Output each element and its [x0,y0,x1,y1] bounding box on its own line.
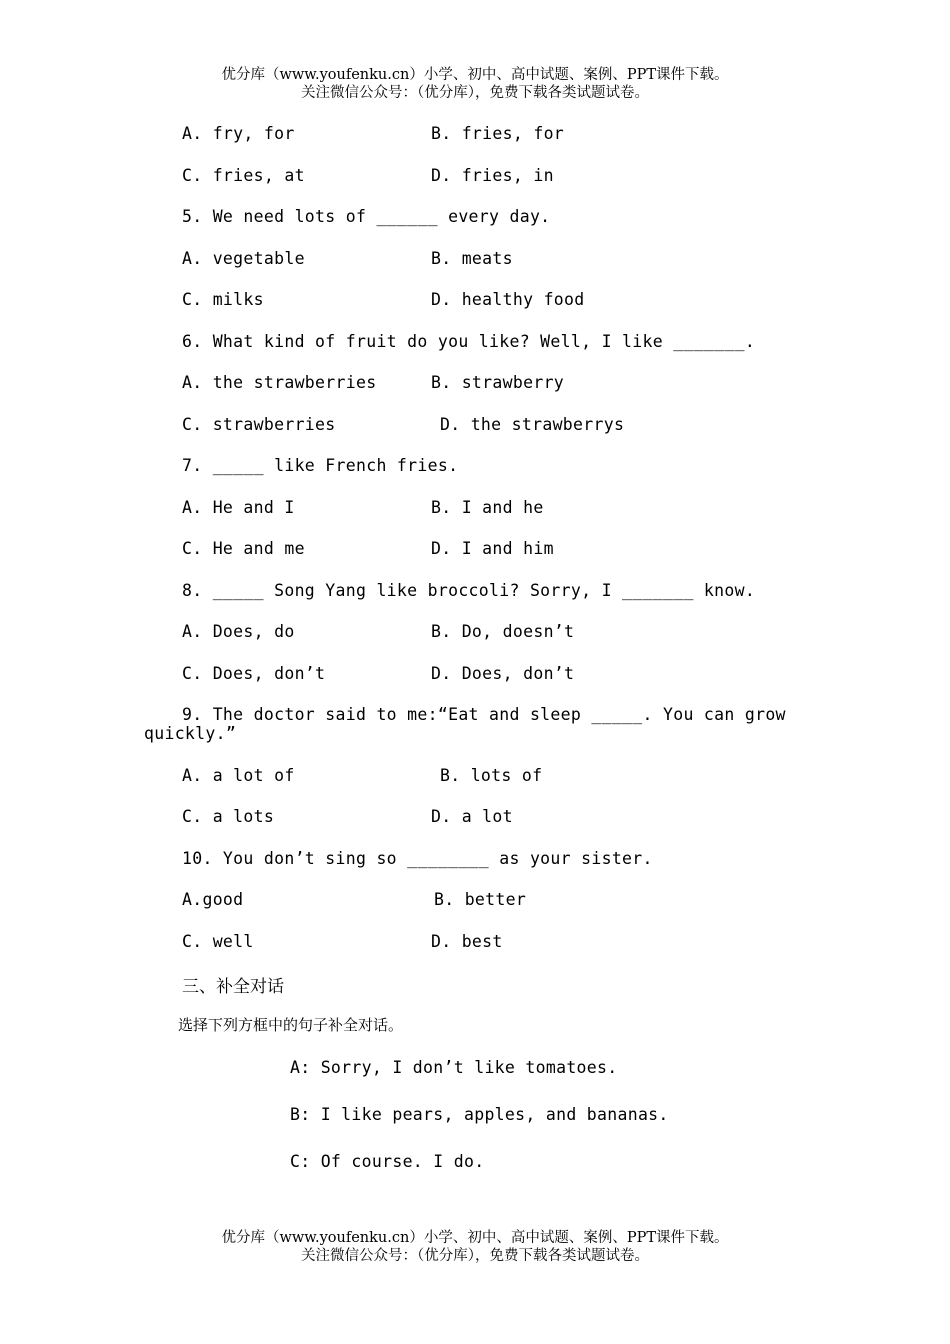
q4-option-b: B. fries, for [431,124,565,143]
q6-stem: 6. What kind of fruit do you like? Well, I like _______. [182,332,756,351]
q5-option-d: D. healthy food [431,290,585,309]
q9-option-d: D. a lot [431,807,513,826]
q7-stem: 7. _____ like French fries. [182,456,459,475]
q4-option-a: A. fry, for [182,124,295,143]
page-header [0,66,950,102]
q4-option-c: C. fries, at [182,166,305,185]
q6-option-b: B. strawberry [431,373,565,392]
q8-option-a: A. Does, do [182,622,295,641]
q8-option-d: D. Does, don’t [431,664,575,683]
q8-stem: 8. _____ Song Yang like broccoli? Sorry, I _______ know. [182,581,756,600]
q9-stem-line-2: quickly.” [144,724,237,743]
q5-option-c: C. milks [182,290,264,309]
choice-c: C: Of course. I do. [290,1152,485,1171]
q10-stem: 10. You don’t sing so ________ as your sister. [182,849,653,868]
q6-option-a: A. the strawberries [182,373,377,392]
page-footer [0,1229,950,1265]
q6-option-d: D. the strawberrys [440,415,625,434]
q4-option-d: D. fries, in [431,166,554,185]
choice-a: A: Sorry, I don’t like tomatoes. [290,1058,618,1077]
choice-b: B: I like pears, apples, and bananas. [290,1105,669,1124]
q9-option-c: C. a lots [182,807,275,826]
footer-line-2: 关注微信公众号：（优分库），免费下载各类试题试卷。 [301,1248,649,1264]
footer-line-1: 优分库（www.youfenku.cn）小学、初中、高中试题、案例、PPT课件下载。 [221,1230,729,1246]
q9-option-b: B. lots of [440,766,543,785]
q5-option-a: A. vegetable [182,249,305,268]
q9-stem-line-1: 9. The doctor said to me:“Eat and sleep _____. You can grow [182,705,786,724]
q6-option-c: C. strawberries [182,415,336,434]
header-line-1: 优分库（www.youfenku.cn）小学、初中、高中试题、案例、PPT课件下载。 [221,67,729,83]
q10-option-b: B. better [434,890,527,909]
q10-option-d: D. best [431,932,503,951]
q10-option-a: A.good [182,890,244,909]
q9-option-a: A. a lot of [182,766,295,785]
q7-option-d: D. I and him [431,539,554,558]
q7-option-b: B. I and he [431,498,544,517]
q8-option-c: C. Does, don’t [182,664,326,683]
section-title: 三、补全对话 [182,977,284,997]
q10-option-c: C. well [182,932,254,951]
q5-stem: 5. We need lots of ______ every day. [182,207,551,226]
q8-option-b: B. Do, doesn’t [431,622,575,641]
q7-option-a: A. He and I [182,498,295,517]
q5-option-b: B. meats [431,249,513,268]
q7-option-c: C. He and me [182,539,305,558]
header-line-2: 关注微信公众号：（优分库），免费下载各类试题试卷。 [301,85,649,101]
section-instruction: 选择下列方框中的句子补全对话。 [178,1016,404,1034]
